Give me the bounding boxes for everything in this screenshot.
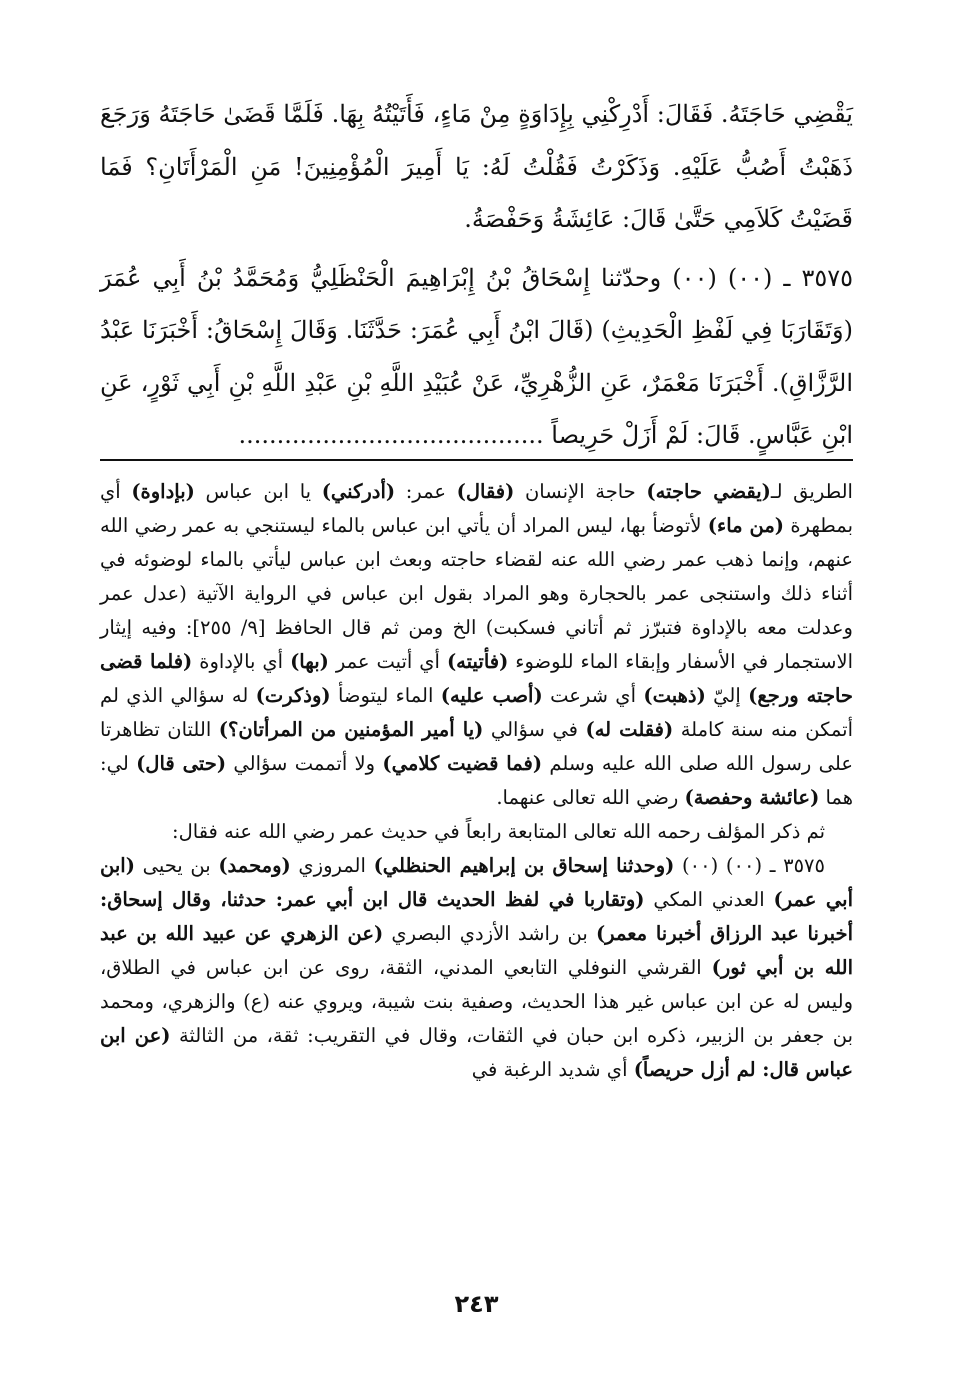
commentary-text: له سؤالي الذي لم أتمكن منه سنة كاملة (100, 684, 853, 741)
commentary-text: الماء ليتوضأ (330, 684, 441, 707)
quoted-phrase: (أصب عليه) (440, 684, 543, 707)
quoted-phrase: (فأتيته) (446, 650, 509, 673)
quoted-phrase: (عن الزهري عن عبيد الله بن عبد الله بن أبي ثور) (100, 922, 853, 979)
hadith-text: يَقْضِي حَاجَتَهُ. فَقَالَ: أَدْرِكْنِي بِإِدَاوَةٍ مِنْ مَاءٍ، فَأَتَيْتُهُ بِهَا. فَلَمَّا قَضَىٰ حَاجَتَهُ وَرَجَعَ ذَهَبْتُ أَصُبُّ عَلَيْهِ. وَذَكَرْتُ فَقُلْتُ لَهُ: يَا أَمِيرَ الْمُؤْمِنِينَ! مَنِ الْمَرْأَتَانِ؟ فَمَا قَضَيْتُ كَلاَمِي حَتَّىٰ قَالَ: عَائِشَةُ وَحَفْصَةُ. (100, 100, 854, 233)
commentary-paragraph-2 (100, 815, 853, 849)
footnote-divider (100, 459, 853, 461)
commentary-text: ثم ذكر المؤلف رحمه الله تعالى المتابعة رابعاً في حديث عمر رضي الله عنه فقال: (172, 820, 825, 843)
commentary-text: بن يحيى (134, 854, 219, 877)
commentary-paragraph-3 (100, 849, 853, 1087)
quoted-phrase: (فما قضيت كلامي) (382, 752, 543, 775)
commentary-text: الطريق لـ (770, 480, 853, 503)
commentary-text: المروزي (290, 854, 374, 877)
commentary-text: لي: هما (100, 752, 853, 809)
commentary-text: لأتوضأ بها، ليس المراد أن يأتي ابن عباس بالماء ليستنجي به عمر رضي الله عنهم، وإنما ذهب عمر رضي الله عنه لقضاء حاجته وبعث ابن عباس ليأتي بالماء لوضوئه في أثناء ذلك واستنجى عمر بالحجارة وهو المراد بقول ابن عباس في الرواية الآتية (عدل عمر وعدلت معه بالإداوة فتبرّز ثم أتاني فسكبت) الخ ومن ثم قال الحافظ [٩/ ٢٥٥]: وفيه إيثار الاستجمار في الأسفار وإبقاء الماء للوضوء (100, 514, 853, 673)
commentary-text: يا ابن عباس (194, 480, 322, 503)
hadith-paragraph-continuation (100, 88, 853, 246)
quoted-phrase: (عن ابن عباس قال: لم أزل حريصاً) (100, 1024, 853, 1081)
commentary-text: العدني المكي (644, 888, 774, 911)
quoted-phrase: (ذهبت) (643, 684, 706, 707)
commentary-text: القرشي النوفلي التابعي المدني، الثقة، روى عن ابن عباس في الطلاق، وليس له عن ابن عباس غير هذا الحديث، وصفية بنت شيبة، ويروي عنه (ع) والزهري، ومحمد بن جعفر بن الزبير، ذكره ابن حبان في الثقات، وقال في التقريب: ثقة، من الثالثة (100, 956, 853, 1047)
quoted-phrase: (حتى قال) (136, 752, 227, 775)
commentary-text: في سؤالي (483, 718, 586, 741)
commentary-block (100, 475, 853, 1087)
quoted-phrase: (أدركني) (321, 480, 396, 503)
quoted-phrase: (بها) (290, 650, 329, 673)
quoted-phrase: (بإداوة) (131, 480, 195, 503)
commentary-text: ٣٥٧٥ ـ (٠٠) (٠٠) (674, 854, 825, 877)
commentary-text: ولا أتممت سؤالي (226, 752, 383, 775)
commentary-text: عمر: (395, 480, 457, 503)
hadith-paragraph-3575 (100, 252, 853, 462)
commentary-text: بن راشد الأزدي البصري (383, 922, 596, 945)
quoted-phrase: (وتقاربا في لفظ الحديث قال ابن أبي عمر: حدثنا، وقال إسحاق: أخبرنا عبد الرزاق أخبرنا معمر) (100, 888, 853, 945)
quoted-phrase: (وذكرت) (255, 684, 331, 707)
commentary-paragraph-1 (100, 475, 853, 815)
commentary-text: أي بالإداوة (192, 650, 291, 673)
hadith-text-block (100, 88, 853, 462)
quoted-phrase: (ومحمد) (218, 854, 291, 877)
quoted-phrase: (فلما قضى حاجته ورجع) (100, 650, 853, 707)
hadith-text: ٣٥٧٥ ـ (٠٠) (٠٠) وحدّثنا إِسْحَاقُ بْنُ إِبْرَاهِيمَ الْحَنْظَلِيُّ وَمُحَمَّدُ بْنُ أَبِي عُمَرَ (وَتَقَارَبَا فِي لَفْظِ الْحَدِيثِ) (قَالَ ابْنُ أَبِي عُمَرَ: حَدَّثَنَا. وَقَالَ إِسْحَاقُ: أَخْبَرَنَا عَبْدُ الرَّزَّاقِ). أَخْبَرَنَا مَعْمَرٌ، عَنِ الزُّهْرِيِّ، عَنْ عُبَيْدِ اللَّهِ بْنِ عَبْدِ اللَّهِ بْنِ أَبِي ثَوْرٍ، عَنِ ابْنِ عَبَّاسٍ. قَالَ: لَمْ أَزَلْ حَرِيصاً (100, 263, 854, 449)
quoted-phrase: (من ماء) (707, 514, 785, 537)
commentary-text: أي شرعت (542, 684, 644, 707)
page-number: ٢٤٣ (454, 1290, 499, 1318)
hadith-truncation-dots: ........................................ (238, 421, 544, 449)
commentary-text: رضي الله تعالى عنهما. (496, 786, 685, 809)
quoted-phrase: (ابن أبي عمر) (100, 854, 853, 911)
commentary-text: أي أتيت عمر (328, 650, 447, 673)
commentary-text: اللتان تظاهرتا على رسول الله صلى الله عليه وسلم (100, 718, 853, 775)
commentary-text: أي بمطهرة (100, 480, 853, 537)
quoted-phrase: (عائشة وحفصة) (684, 786, 820, 809)
quoted-phrase: (فقلت له) (585, 718, 674, 741)
commentary-text: إليّ (705, 684, 749, 707)
quoted-phrase: (يا أمير المؤمنين من المرأتان؟) (218, 718, 484, 741)
quoted-phrase: (يقضي حاجته) (646, 480, 771, 503)
commentary-text: حاجة الإنسان (514, 480, 647, 503)
commentary-text: أي شديد الرغبة في (471, 1058, 634, 1081)
quoted-phrase: (فقال) (456, 480, 515, 503)
quoted-phrase: (وحدثنا إسحاق بن إبراهيم الحنظلي) (373, 854, 675, 877)
